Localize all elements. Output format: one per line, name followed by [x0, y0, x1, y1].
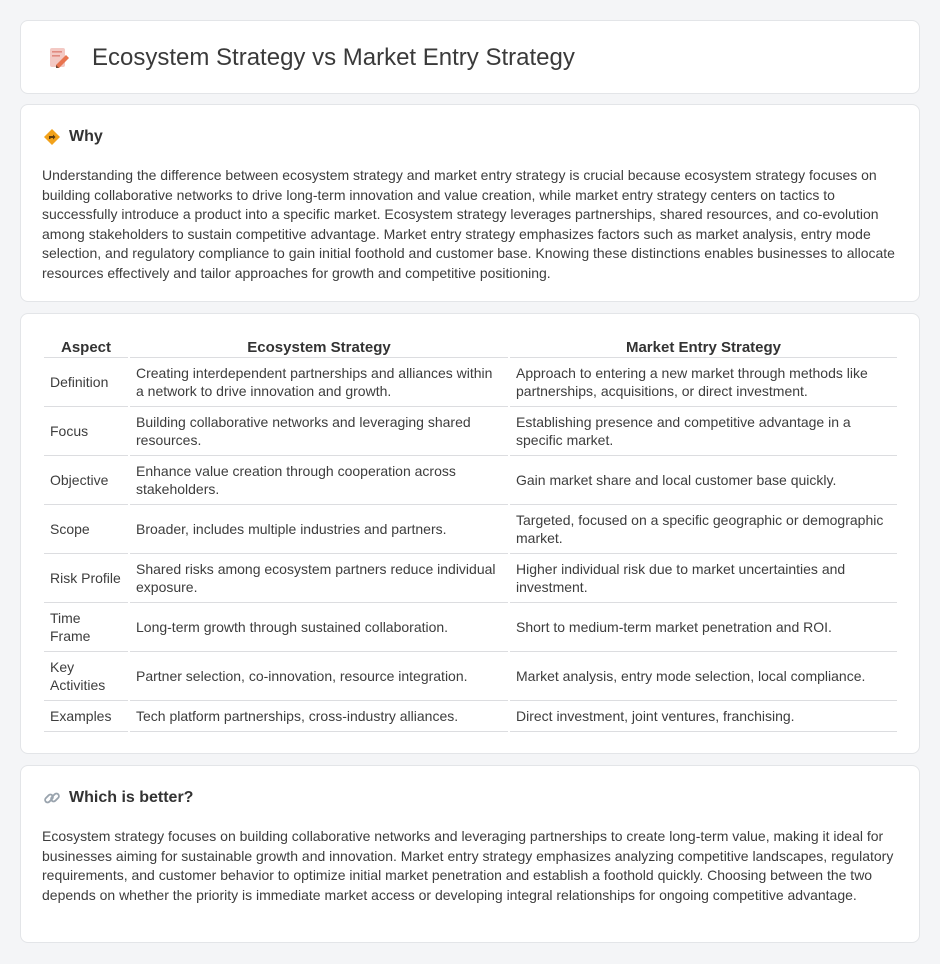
- ecosystem-cell: Enhance value creation through cooperation across stakeholders.: [130, 456, 508, 505]
- table-row: [44, 652, 897, 701]
- table-row: [44, 701, 897, 732]
- aspect-cell: Time Frame: [44, 603, 128, 652]
- table-row: [44, 407, 897, 456]
- road-sign-icon: [43, 128, 61, 146]
- header-card: [20, 20, 920, 94]
- market-entry-cell: Direct investment, joint ventures, franchising.: [510, 701, 897, 732]
- market-entry-cell: Targeted, focused on a specific geographic or demographic market.: [510, 505, 897, 554]
- link-icon: [43, 789, 61, 807]
- ecosystem-cell: Tech platform partnerships, cross-industry alliances.: [130, 701, 508, 732]
- market-entry-cell: Short to medium-term market penetration and ROI.: [510, 603, 897, 652]
- ecosystem-cell: Creating interdependent partnerships and alliances within a network to drive innovation and growth.: [130, 358, 508, 407]
- table-header-row: [44, 335, 897, 358]
- ecosystem-cell: Partner selection, co-innovation, resource integration.: [130, 652, 508, 701]
- aspect-cell: Scope: [44, 505, 128, 554]
- aspect-cell: Key Activities: [44, 652, 128, 701]
- header-market-entry: Market Entry Strategy: [510, 335, 897, 358]
- comparison-table: [42, 335, 899, 732]
- ecosystem-cell: Shared risks among ecosystem partners reduce individual exposure.: [130, 554, 508, 603]
- why-text: Understanding the difference between ecosystem strategy and market entry strategy is crucial because ecosystem strategy focuses on building collaborative networks to drive long-term innovation and value creation, while market entry strategy centers on tactics to successfully introduce a product into a specific market. Ecosystem strategy leverages partnerships, shared resources, and co-evolution among stakeholders to sustain competitive advantage. Market entry strategy emphasizes factors such as market analysis, entry mode selection, and regulatory compliance to gain initial foothold and customer base. Knowing these distinctions enables businesses to allocate resources effectively and tailor approaches for growth and competitive positioning.: [42, 167, 895, 281]
- market-entry-cell: Approach to entering a new market through methods like partnerships, acquisitions, or direct investment.: [510, 358, 897, 407]
- document-edit-icon: [47, 46, 71, 70]
- ecosystem-cell: Broader, includes multiple industries and partners.: [130, 505, 508, 554]
- which-section: [20, 765, 920, 943]
- why-heading: [43, 127, 103, 147]
- why-section: [20, 104, 920, 302]
- table-row: [44, 505, 897, 554]
- which-text: Ecosystem strategy focuses on building collaborative networks and leveraging partnerships to create long-term value, making it ideal for businesses aiming for sustainable growth and innovation. Market entry strategy emphasizes analyzing competitive landscapes, regulatory requirements, and customer behavior to optimize initial market penetration and establish a foothold quickly. Choosing between the two depends on whether the priority is immediate market access or developing integral relationships for ongoing competitive advantage.: [42, 828, 894, 903]
- market-entry-cell: Market analysis, entry mode selection, local compliance.: [510, 652, 897, 701]
- header-aspect: Aspect: [44, 335, 128, 358]
- header-ecosystem: Ecosystem Strategy: [130, 335, 508, 358]
- market-entry-cell: Establishing presence and competitive advantage in a specific market.: [510, 407, 897, 456]
- why-title: Why: [69, 128, 103, 145]
- aspect-cell: Objective: [44, 456, 128, 505]
- aspect-cell: Risk Profile: [44, 554, 128, 603]
- market-entry-cell: Higher individual risk due to market uncertainties and investment.: [510, 554, 897, 603]
- table-row: [44, 554, 897, 603]
- table-row: [44, 358, 897, 407]
- comparison-section: [20, 313, 920, 754]
- aspect-cell: Examples: [44, 701, 128, 732]
- market-entry-cell: Gain market share and local customer base quickly.: [510, 456, 897, 505]
- which-title: Which is better?: [69, 789, 194, 806]
- aspect-cell: Definition: [44, 358, 128, 407]
- table-row: [44, 603, 897, 652]
- aspect-cell: Focus: [44, 407, 128, 456]
- which-heading: [43, 788, 193, 808]
- page-title: Ecosystem Strategy vs Market Entry Strategy: [92, 44, 575, 71]
- table-row: [44, 456, 897, 505]
- ecosystem-cell: Long-term growth through sustained collaboration.: [130, 603, 508, 652]
- ecosystem-cell: Building collaborative networks and leveraging shared resources.: [130, 407, 508, 456]
